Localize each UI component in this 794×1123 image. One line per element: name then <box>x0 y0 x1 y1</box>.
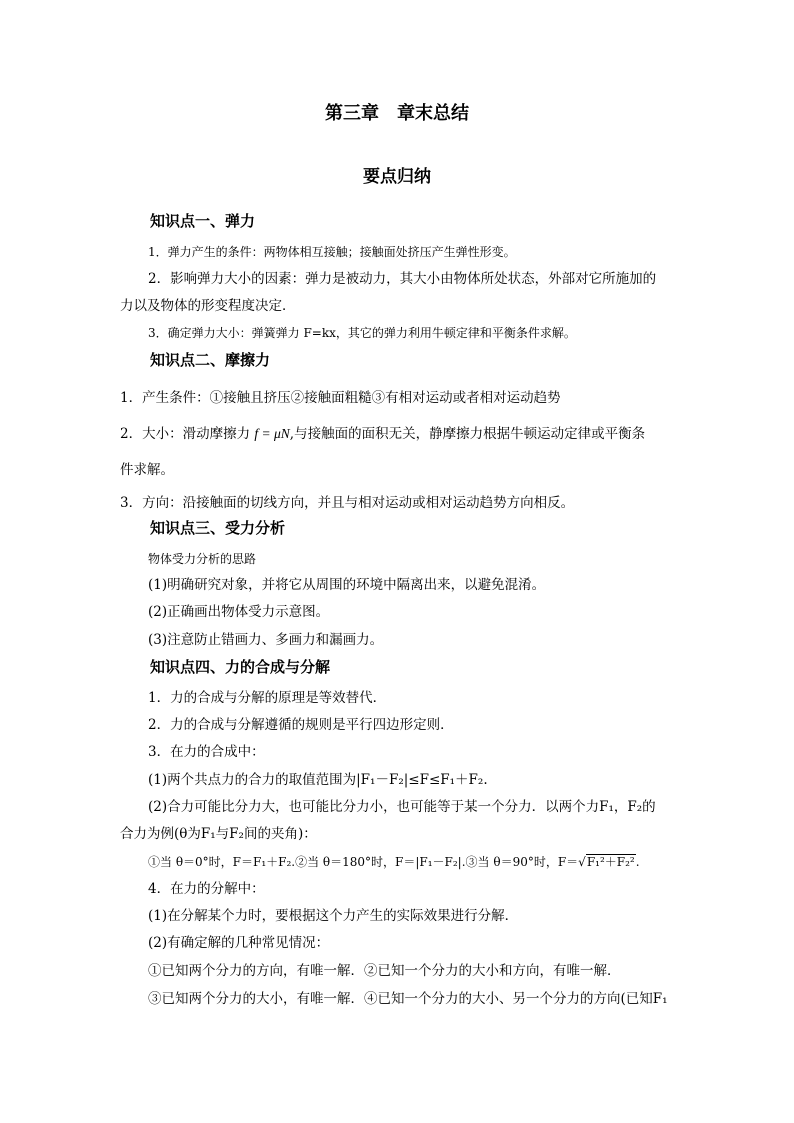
heading-composition: 知识点四、力的合成与分解 <box>150 658 331 676</box>
text-line: (2)合力可能比分力大，也可能比分力小，也可能等于某一个分力．以两个力F₁，F₂的 <box>148 799 656 815</box>
sqrt-expression: F₁²＋F₂² <box>586 855 635 869</box>
text-line: ①已知两个分力的方向，有唯一解．②已知一个分力的大小和方向，有唯一解． <box>148 963 621 979</box>
text-line: 2．力的合成与分解遵循的规则是平行四边形定则． <box>148 717 454 733</box>
text-line: 3．确定弹力大小：弹簧弹力 F=kx，其它的弹力利用牛顿定律和平衡条件求解。 <box>148 326 576 340</box>
text-line: (2)正确画出物体受力示意图。 <box>148 604 330 620</box>
text-segment: ①当 θ＝0°时，F＝F₁＋F₂.②当 θ＝180°时，F＝|F₁－F₂|.③当 θ＝90°时，F＝ <box>148 855 579 869</box>
text-line: 3．方向：沿接触面的切线方向，并且与相对运动或相对运动趋势方向相反。 <box>120 495 575 511</box>
text-line: (1)明确研究对象，并将它从周围的环境中隔离出来，以避免混淆。 <box>148 577 546 593</box>
chapter-title: 第三章 章末总结 <box>325 103 469 124</box>
text-line: 2．影响弹力大小的因素：弹力是被动力，其大小由物体所处状态，外部对它所施加的 <box>148 271 657 287</box>
text-line: 1．弹力产生的条件：两物体相互接触；接触面处挤压产生弹性形变。 <box>148 245 516 259</box>
heading-force-analysis: 知识点三、受力分析 <box>150 519 286 537</box>
section-title: 要点归纳 <box>363 167 431 187</box>
text-segment: . <box>635 855 640 869</box>
text-line: 件求解。 <box>120 462 174 478</box>
friction-formula: f = μN <box>254 426 290 441</box>
heading-elastic-force: 知识点一、弹力 <box>150 212 256 230</box>
text-line <box>120 425 645 443</box>
heading-friction: 知识点二、摩擦力 <box>150 351 271 369</box>
text-line: 合力为例(θ为F₁与F₂间的夹角)： <box>120 826 317 842</box>
text-line: ③已知两个分力的大小，有唯一解．④已知一个分力的大小、另一个分力的方向(已知F₁ <box>148 991 668 1007</box>
text-line: 力以及物体的形变程度决定． <box>120 298 296 314</box>
text-line: 4．在力的分解中： <box>148 881 265 897</box>
text-line: 1．产生条件：①接触且挤压②接触面粗糙③有相对运动或者相对运动趋势 <box>120 390 561 406</box>
text-line: ①当 θ＝0°时，F＝F₁＋F₂.②当 θ＝180°时，F＝|F₁－F₂|.③当 θ＝90°时，F＝√F₁²＋F₂². <box>148 855 640 869</box>
text-line: (2)有确定解的几种常见情况： <box>148 935 330 951</box>
text-line: 物体受力分析的思路 <box>148 552 257 566</box>
text-line: 3．在力的合成中： <box>148 744 265 760</box>
text-segment: ,与接触面的面积无关，静摩擦力根据牛顿运动定律或平衡条 <box>289 426 646 442</box>
text-line: 1．力的合成与分解的原理是等效替代． <box>148 690 387 706</box>
text-line: (1)在分解某个力时，要根据这个力产生的实际效果进行分解． <box>148 908 519 924</box>
text-segment: 2．大小：滑动摩擦力 <box>120 426 255 442</box>
text-line: (3)注意防止错画力、多画力和漏画力。 <box>148 632 384 648</box>
text-line: (1)两个共点力的合力的取值范围为|F₁－F₂|≤F≤F₁＋F₂. <box>148 772 488 788</box>
